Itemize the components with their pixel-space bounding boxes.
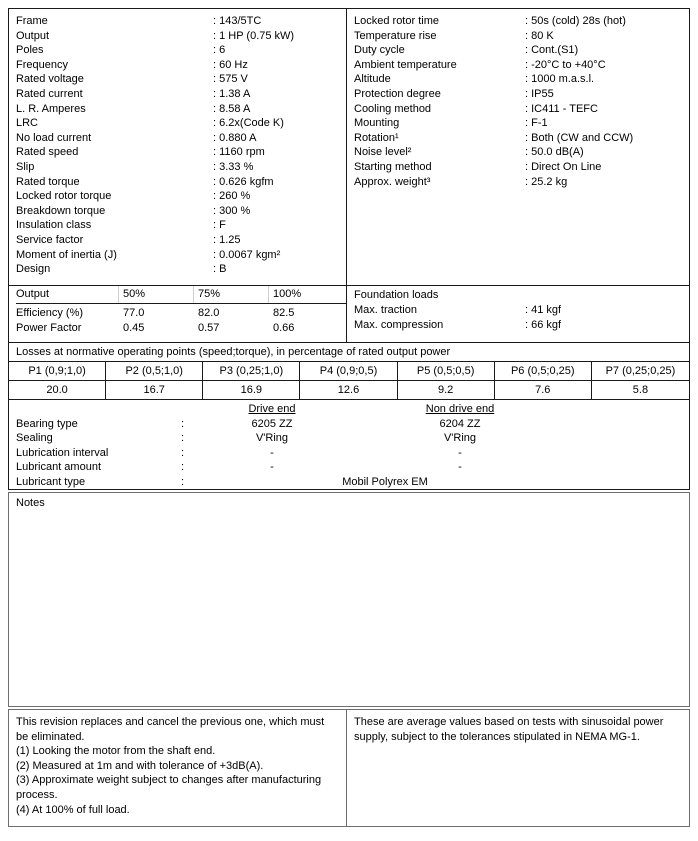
spec-row [16,131,346,146]
spec-label: Output [16,29,50,42]
foundation-label: Max. traction [354,304,417,316]
spec-row [16,29,346,44]
losses-point-header: P2 (0,5;1,0) [106,362,203,380]
bearing-row-label: Bearing type [16,417,78,430]
notes-box [8,492,690,707]
foundation-value: : 41 kgf [525,304,562,316]
foundation-loads-title: Foundation loads [354,289,439,301]
spec-label: Starting method [354,160,432,173]
spec-label: Cooling method [354,102,432,115]
bearing-row-label: Lubricant amount [16,461,101,473]
losses-title: Losses at normative operating points (speed;torque), in percentage of rated output power [9,343,689,362]
bearing-drive-value: - [270,461,274,473]
spec-value: : Both (CW and CCW) [525,131,634,144]
spec-value: : 50.0 dB(A) [525,146,584,159]
datasheet-page [8,8,690,827]
spec-label: Rated torque [16,175,80,188]
foundation-loads-rows [354,303,689,332]
spec-label: Rated voltage [16,73,84,86]
spec-value: : IP55 [525,87,554,100]
bearing-non-drive-value: - [458,461,462,473]
spec-value: : Cont.(S1) [525,44,579,57]
spec-row [16,233,346,248]
losses-section [9,342,689,399]
specs-section [9,9,689,285]
spec-label: Service factor [16,233,84,246]
spec-label: Noise level² [354,146,412,159]
losses-point-header: P5 (0,5;0,5) [398,362,495,380]
foundation-label: Max. compression [354,318,444,331]
bearing-row [16,417,689,432]
spec-value: : 1 HP (0.75 kW) [213,29,295,42]
losses-values-row [9,381,689,399]
remarks-box [8,709,690,827]
bearing-row [16,431,689,446]
spec-row [16,160,346,175]
spec-label: Frame [16,15,48,27]
losses-point-header: P6 (0,5;0,25) [495,362,592,380]
spec-label: No load current [16,131,92,144]
spec-value: : B [213,263,227,276]
spec-value: : 0.0067 kgm² [213,248,281,261]
spec-row [16,248,346,263]
bearings-header-spacer [16,402,181,417]
losses-value: 16.7 [106,381,203,399]
spec-row [354,43,689,58]
output-table [9,286,346,342]
remark-line: (3) Approximate weight subject to changes after manufacturing process. [16,774,322,801]
bearing-row [16,446,689,461]
output-value-cell: 77.0 [123,307,145,319]
spec-row [354,160,689,175]
bearing-colon: : [181,417,185,430]
output-row-label: Power Factor [16,321,82,334]
spec-row [354,72,689,87]
remark-line: These are average values based on tests with sinusoidal power supply, subject to the tolerances stipulated in NEMA MG-1. [354,716,664,743]
remark-line: This revision replaces and cancel the previous one, which must be eliminated. [16,716,325,743]
spec-row [354,102,689,117]
spec-row [354,58,689,73]
bearing-non-drive-value: - [458,446,462,459]
spec-value: : 0.880 A [213,131,257,144]
output-table-row [16,306,346,321]
output-header-cell: 75% [193,286,273,303]
non-drive-end-header: Non drive end [425,403,495,415]
spec-label: Slip [16,160,35,173]
spec-row [16,102,346,117]
spec-row [16,189,346,204]
spec-value: : 0.626 kgfm [213,175,274,188]
spec-row [354,116,689,131]
notes-title: Notes [16,497,45,509]
spec-value: : 8.58 A [213,102,251,115]
losses-value: 7.6 [495,381,592,399]
spec-value: : 1160 rpm [213,146,265,159]
bearing-row-spacer [573,417,689,432]
losses-value: 9.2 [398,381,495,399]
output-table-row [16,321,346,336]
bearing-row [16,475,689,490]
spec-value: : 60 Hz [213,58,248,71]
drive-end-header: Drive end [248,403,296,415]
spec-row [16,58,346,73]
spec-value: : 1.38 A [213,87,251,100]
bearing-drive-value: - [270,446,274,459]
spec-label: Mounting [354,117,400,130]
losses-point-header: P4 (0,9;0,5) [300,362,397,380]
spec-value: : Direct On Line [525,160,602,173]
spec-label: Breakdown torque [16,204,106,217]
spec-row [354,145,689,160]
spec-value: : 143/5TC [213,15,262,27]
spec-value: : 6 [213,44,226,57]
output-table-header [16,286,346,304]
spec-label: Frequency [16,58,68,71]
spec-row [16,175,346,190]
spec-row [16,204,346,219]
losses-header-row [9,362,689,381]
spec-label: Design [16,263,51,276]
spec-row [354,29,689,44]
spec-label: Moment of inertia (J) [16,248,117,261]
spec-row [354,14,689,29]
losses-point-header: P3 (0,25;1,0) [203,362,300,380]
bearings-header-row [16,402,689,417]
foundation-loads [346,286,689,342]
bearing-colon: : [181,475,185,488]
spec-value: : F [213,219,226,232]
spec-value: : 3.33 % [213,160,254,173]
output-header-cell: 50% [118,286,198,303]
losses-value: 20.0 [9,381,106,399]
main-data-box [8,8,690,490]
spec-label: Rotation¹ [354,131,399,144]
revision-remarks [9,710,346,826]
spec-row [354,87,689,102]
spec-row [16,116,346,131]
bearing-row-spacer [573,446,689,461]
spec-label: Approx. weight³ [354,175,431,188]
spec-label: Ambient temperature [354,58,457,71]
output-header-cell: 100% [268,286,346,303]
tolerance-remarks [346,710,689,826]
output-table-body [16,304,346,335]
losses-point-header: P7 (0,25;0,25) [605,365,676,377]
bearing-span-value: Mobil Polyrex EM [342,475,428,488]
bearing-non-drive-value: 6204 ZZ [439,417,481,430]
bearing-row-spacer [573,475,689,490]
losses-point-header: P1 (0,9;1,0) [9,362,106,380]
bearing-non-drive-value: V'Ring [443,432,477,444]
spec-label: Temperature rise [354,29,437,42]
spec-label: Poles [16,44,44,57]
spec-row [16,262,346,277]
spec-value: : 25.2 kg [525,175,568,188]
bearings-header-spacer [181,402,197,417]
bearing-drive-value: V'Ring [255,432,289,444]
output-value-cell: 0.66 [273,321,295,334]
losses-value: 12.6 [300,381,397,399]
remark-line: (4) At 100% of full load. [16,803,130,816]
spec-value: : IC411 - TEFC [525,102,598,115]
specs-right-column [346,9,689,285]
spec-row [16,43,346,58]
bearing-row-spacer [573,460,689,475]
losses-value: 5.8 [632,384,649,396]
bearing-colon: : [181,432,185,444]
spec-label: Rated speed [16,146,79,159]
performance-section [9,285,689,342]
spec-value: : F-1 [525,117,548,130]
foundation-row [354,303,689,318]
bearing-colon: : [181,461,185,473]
spec-value: : 6.2x(Code K) [213,117,284,130]
foundation-row [354,318,689,333]
bearing-row-spacer [573,431,689,446]
output-header-cell: Output [16,288,50,300]
bearing-colon: : [181,446,185,459]
spec-label: Locked rotor time [354,15,439,27]
spec-label: Locked rotor torque [16,190,112,203]
spec-label: L. R. Amperes [16,102,86,115]
spec-value: : 260 % [213,190,251,203]
spec-label: LRC [16,117,39,130]
spec-value: : 300 % [213,204,251,217]
spec-value: : 575 V [213,73,248,86]
output-value-cell: 0.45 [123,321,145,334]
foundation-value: : 66 kgf [525,318,562,331]
spec-label: Duty cycle [354,44,405,57]
spec-label: Protection degree [354,87,441,100]
bearing-row-label: Lubrication interval [16,446,109,459]
spec-value: : 80 K [525,29,554,42]
spec-label: Altitude [354,73,391,86]
spec-value: : 1.25 [213,233,241,246]
output-row-label: Efficiency (%) [16,307,84,319]
bearing-drive-value: 6205 ZZ [251,417,293,430]
losses-value: 16.9 [203,381,300,399]
spec-row [16,14,346,29]
output-value-cell: 0.57 [198,321,220,334]
output-value-cell: 82.0 [198,307,220,319]
bearings-section [9,399,689,489]
spec-row [16,218,346,233]
bearing-row-label: Lubricant type [16,475,86,488]
spec-row [16,87,346,102]
spec-value: : 1000 m.a.s.l. [525,73,595,86]
spec-row [354,175,689,190]
remark-line: (1) Looking the motor from the shaft end. [16,745,216,758]
bearing-row [16,460,689,475]
spec-row [16,72,346,87]
specs-left-column [9,9,346,285]
spec-row [16,145,346,160]
spec-value: : -20°C to +40°C [525,58,606,71]
output-value-cell: 82.5 [273,307,295,319]
bearing-row-label: Sealing [16,432,53,444]
spec-row [354,131,689,146]
spec-label: Rated current [16,87,83,100]
spec-label: Insulation class [16,219,92,232]
remark-line: (2) Measured at 1m and with tolerance of +3dB(A). [16,759,264,772]
spec-value: : 50s (cold) 28s (hot) [525,15,626,27]
